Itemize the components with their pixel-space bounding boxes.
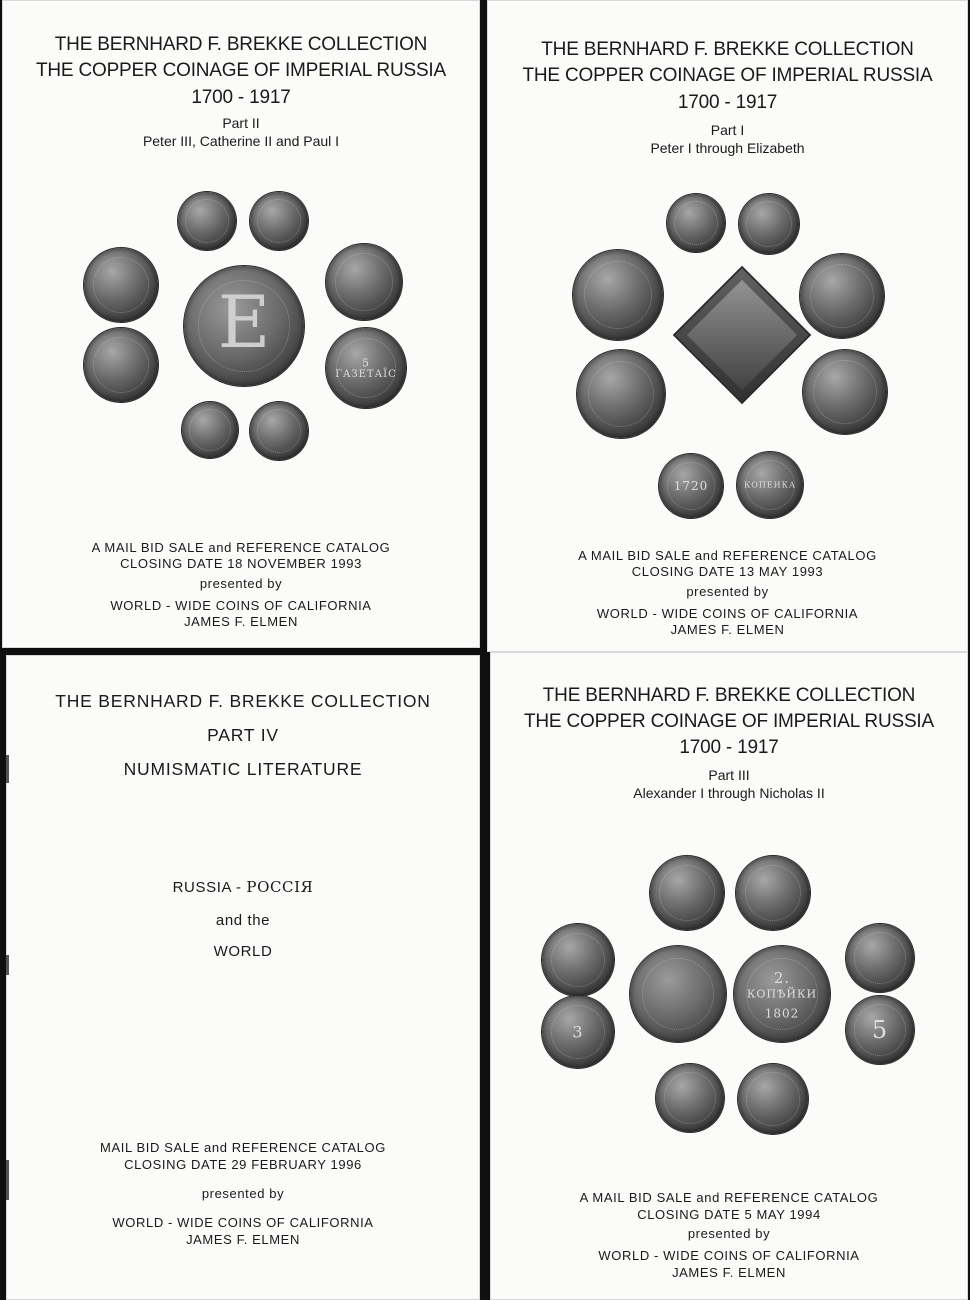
coin-image: [326, 328, 406, 408]
and-the-label: and the: [215, 912, 271, 929]
series-title: THE COPPER COINAGE OF IMPERIAL RUSSIA: [36, 60, 446, 81]
author-name: JAMES F. ELMEN: [186, 1232, 300, 1247]
presented-by: presented by: [199, 576, 283, 591]
coin-image-large: [630, 946, 726, 1042]
coin-image: [178, 192, 236, 250]
coin-image: [667, 194, 725, 252]
coin-image: [84, 328, 158, 402]
coin-legend: КОПЕИКА: [744, 480, 796, 490]
coin-image: [542, 996, 614, 1068]
sale-description: A MAIL BID SALE and REFERENCE CATALOG: [91, 540, 391, 555]
closing-date: CLOSING DATE 18 NOVEMBER 1993: [120, 556, 362, 571]
russia-label: RUSSIA -: [172, 879, 247, 896]
company-name: WORLD - WIDE COINS OF CALIFORNIA: [598, 1248, 860, 1263]
coin-legend: 3: [572, 1022, 584, 1042]
coin-image: [577, 350, 665, 438]
coin-legend: 2.: [773, 968, 791, 987]
coin-image: [250, 402, 308, 460]
coin-legend: 5: [871, 1016, 889, 1044]
square-coin-image: [676, 269, 809, 402]
sale-description: MAIL BID SALE and REFERENCE CATALOG: [100, 1140, 386, 1155]
company-name: WORLD - WIDE COINS OF CALIFORNIA: [112, 1215, 374, 1230]
author-name: JAMES F. ELMEN: [184, 614, 298, 629]
coin-image: [656, 1064, 724, 1132]
coin-image: [250, 192, 308, 250]
year-range: 1700 - 1917: [679, 737, 779, 758]
part-number: Part I: [710, 122, 745, 138]
russia-heading: [6, 878, 480, 896]
company-name: WORLD - WIDE COINS OF CALIFORNIA: [596, 606, 859, 621]
coin-image-large: [184, 266, 304, 386]
part-number: Part II: [222, 115, 260, 131]
closing-date: CLOSING DATE 29 FEBRUARY 1996: [124, 1157, 362, 1172]
presented-by: presented by: [687, 1226, 771, 1241]
sale-description: A MAIL BID SALE and REFERENCE CATALOG: [578, 548, 877, 563]
coin-image: [737, 452, 803, 518]
series-title: THE COPPER COINAGE OF IMPERIAL RUSSIA: [524, 711, 934, 732]
collection-title: THE BERNHARD F. BREKKE COLLECTION: [54, 34, 428, 55]
author-name: JAMES F. ELMEN: [672, 1265, 786, 1280]
catalog-cover-part-1: [487, 0, 968, 652]
coin-image: [846, 996, 914, 1064]
part-subtitle: Alexander I through Nicholas II: [633, 785, 825, 801]
part-number: PART IV: [207, 725, 279, 745]
world-label: WORLD: [213, 943, 273, 960]
coin-image: [659, 454, 723, 518]
presented-by: presented by: [201, 1186, 285, 1201]
company-name: WORLD - WIDE COINS OF CALIFORNIA: [110, 598, 372, 613]
year-range: 1700 - 1917: [677, 92, 778, 113]
closing-date: CLOSING DATE 5 MAY 1994: [637, 1207, 821, 1222]
coin-image: [739, 194, 799, 254]
coin-legend: 1720: [673, 479, 709, 493]
coin-image: [542, 924, 614, 996]
closing-date: CLOSING DATE 13 MAY 1993: [631, 564, 824, 579]
author-name: JAMES F. ELMEN: [670, 622, 785, 637]
coin-legend: КОПѢЙКИ: [746, 987, 818, 1001]
coin-image-large: [734, 946, 830, 1042]
coin-monogram: E: [217, 279, 271, 364]
presented-by: presented by: [686, 584, 769, 599]
series-title: THE COPPER COINAGE OF IMPERIAL RUSSIA: [522, 65, 933, 86]
coin-image: [573, 250, 663, 340]
coin-legend: 5: [362, 356, 370, 370]
coin-image: [738, 1064, 808, 1134]
catalog-cover-part-2: [2, 0, 480, 648]
collection-title: THE BERNHARD F. BREKKE COLLECTION: [542, 685, 916, 706]
coin-legend: ГАЗЕТАЇС: [335, 369, 397, 381]
coin-image: [800, 254, 884, 338]
catalog-cover-part-3: [490, 652, 968, 1300]
coin-image: [846, 924, 914, 992]
collection-title: THE BERNHARD F. BREKKE COLLECTION: [55, 691, 431, 711]
part-subtitle: Peter I through Elizabeth: [650, 140, 805, 156]
year-range: 1700 - 1917: [191, 87, 291, 108]
sale-description: A MAIL BID SALE and REFERENCE CATALOG: [579, 1190, 879, 1205]
collection-title: THE BERNHARD F. BREKKE COLLECTION: [541, 39, 914, 60]
part-number: Part III: [708, 767, 750, 783]
coin-legend: 1802: [764, 1006, 800, 1021]
catalog-cover-part-4: [6, 655, 480, 1300]
part-subtitle: Peter III, Catherine II and Paul I: [142, 133, 340, 149]
part-subtitle: NUMISMATIC LITERATURE: [123, 759, 363, 779]
russia-cyrillic-label: РОССIЯ: [246, 878, 314, 896]
coin-image: [803, 350, 887, 434]
coin-image: [326, 244, 402, 320]
coin-image: [84, 248, 158, 322]
coin-image: [650, 856, 724, 930]
coin-image: [736, 856, 810, 930]
coin-image: [182, 402, 238, 458]
